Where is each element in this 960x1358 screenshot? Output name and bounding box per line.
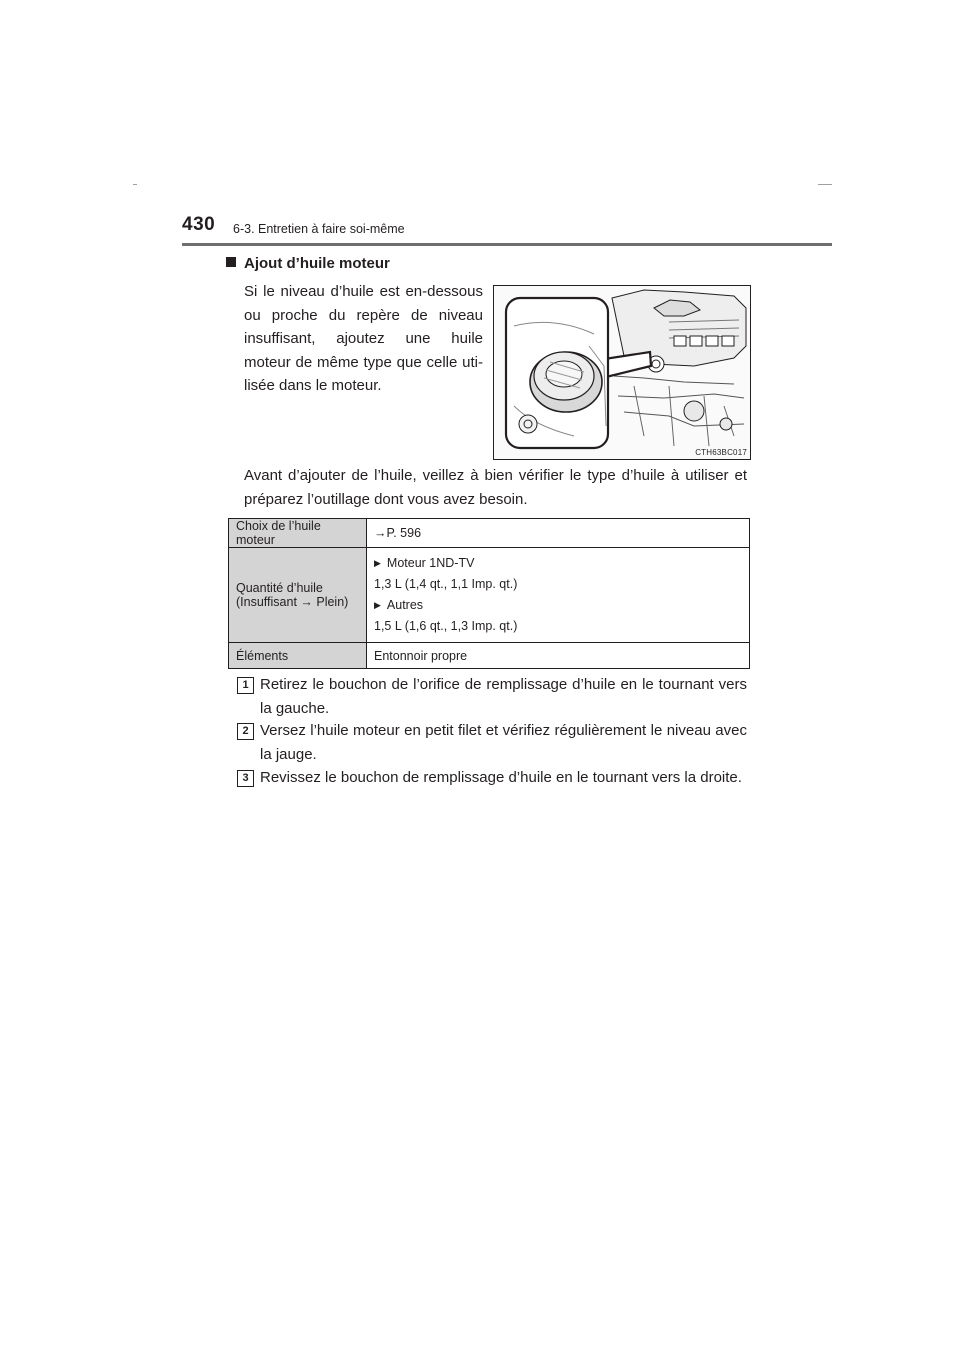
step-text: Versez l’huile moteur en petit filet et vérifiez régulièrement le niveau avec la jauge. <box>260 722 747 763</box>
engine2-name-line <box>374 595 742 616</box>
engine2-value: 1,5 L (1,6 qt., 1,3 Imp. qt.) <box>374 619 518 633</box>
step-number-box: 2 <box>237 723 254 740</box>
oil-cap-illustration-svg <box>494 286 750 459</box>
quantity-value <box>367 548 750 643</box>
section-title: 6-3. Entretien à faire soi-même <box>233 222 405 236</box>
oil-choice-label: Choix de l’huile moteur <box>229 519 367 548</box>
engine1-value: 1,3 L (1,4 qt., 1,1 Imp. qt.) <box>374 577 518 591</box>
triangle-bullet-icon: ▶ <box>374 600 381 610</box>
square-bullet-icon <box>226 257 236 267</box>
page-number: 430 <box>182 214 216 235</box>
table-row <box>229 643 750 669</box>
quantity-label-line1: Quantité d’huile <box>236 581 323 595</box>
subheading <box>226 255 390 272</box>
subheading-text: Ajout d’huile moteur <box>244 255 390 272</box>
crop-mark-left <box>133 184 137 185</box>
items-label: Éléments <box>229 643 367 669</box>
items-value: Entonnoir propre <box>367 643 750 669</box>
intro-paragraph: Si le niveau d’huile est en-dessous ou proche du repère de niveau insuffisant, ajoutez une huile moteur de même type que celle uti-lisée dans le moteur. <box>244 283 483 394</box>
step-text: Retirez le bouchon de l’orifice de remplissage d’huile en le tournant vers la gauche. <box>260 676 747 717</box>
engine-illustration <box>493 285 751 460</box>
engine1-name-line <box>374 553 742 574</box>
crop-mark-right <box>818 184 832 185</box>
step-text: Revissez le bouchon de remplissage d’huile en le tournant vers la droite. <box>260 769 742 786</box>
table-row <box>229 519 750 548</box>
engine1-name: Moteur 1ND-TV <box>386 556 475 570</box>
step-number-box: 3 <box>237 770 254 787</box>
quantity-label-line2: (Insuffisant → Plein) <box>236 595 349 609</box>
quantity-label <box>229 548 367 643</box>
header-rule <box>182 243 832 246</box>
step-number-box: 1 <box>237 677 254 694</box>
figure-code: CTH63BC017 <box>695 448 747 457</box>
warning-paragraph: Avant d’ajouter de l’huile, veillez à bien vérifier le type d’huile à utiliser et préparez l’outillage dont vous avez besoin. <box>244 467 747 508</box>
engine2-name: Autres <box>386 598 424 612</box>
table-row <box>229 548 750 643</box>
oil-choice-value: →P. 596 <box>367 519 750 548</box>
spec-table <box>228 518 750 669</box>
triangle-bullet-icon: ▶ <box>374 558 381 568</box>
